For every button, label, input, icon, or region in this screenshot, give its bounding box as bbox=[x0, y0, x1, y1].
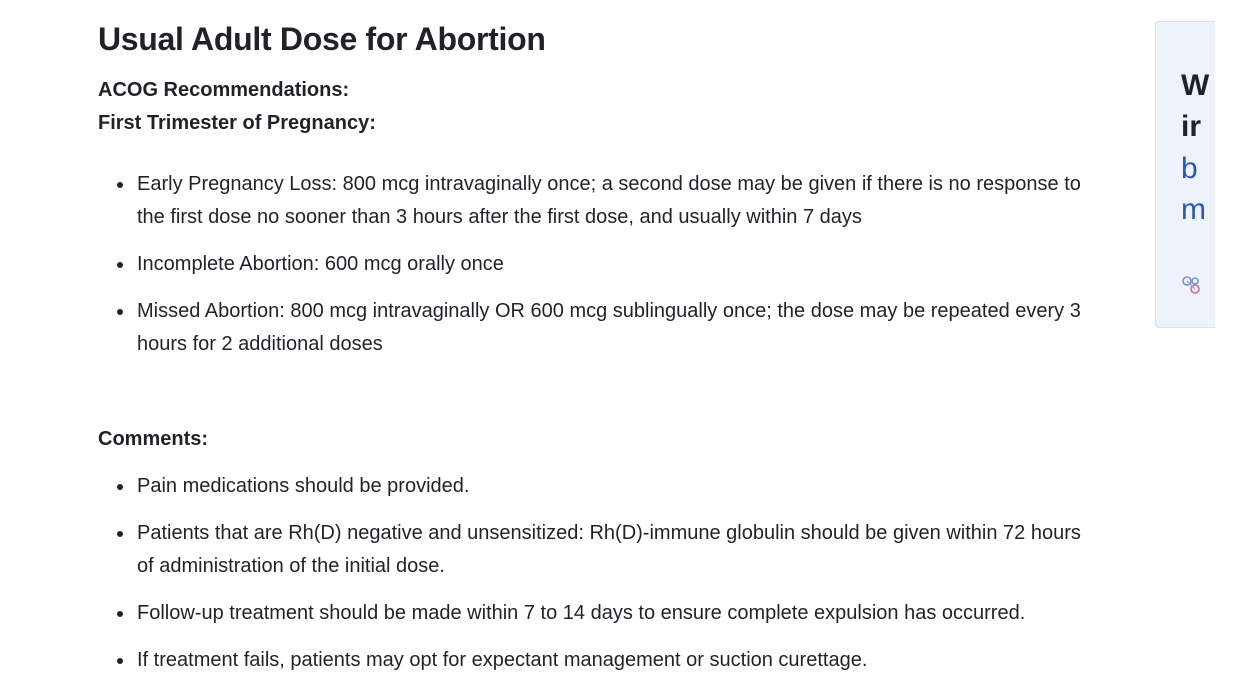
dose-list bbox=[98, 168, 1098, 361]
list-item: Early Pregnancy Loss: 800 mcg intravaginally once; a second dose may be given if there is no response to the first dose no sooner than 3 hours after the first dose, and usually within 7 days bbox=[98, 168, 1098, 234]
card-heading-line: ir bbox=[1181, 110, 1202, 143]
comments-list bbox=[98, 470, 1098, 677]
card-heading-line: W bbox=[1181, 69, 1210, 102]
list-item: Patients that are Rh(D) negative and unsensitized: Rh(D)-immune globulin should be given within 72 hours of administration of the initial dose. bbox=[98, 517, 1098, 583]
list-item: If treatment fails, patients may opt for expectant management or suction curettage. bbox=[98, 644, 1098, 677]
list-item: Pain medications should be provided. bbox=[98, 470, 1098, 503]
sub-label: First Trimester of Pregnancy: bbox=[98, 112, 376, 134]
side-promo-card[interactable] bbox=[1155, 21, 1215, 328]
molecule-icon bbox=[1181, 275, 1201, 295]
list-item: Missed Abortion: 800 mcg intravaginally OR 600 mcg sublingually once; the dose may be repeated every 3 hours for 2 additional doses bbox=[98, 295, 1098, 361]
page-title: Usual Adult Dose for Abortion bbox=[98, 21, 546, 57]
section-label: ACOG Recommendations: bbox=[98, 79, 350, 101]
card-link-line[interactable]: b bbox=[1181, 152, 1198, 185]
card-link-line[interactable]: m bbox=[1181, 193, 1206, 226]
list-item: Incomplete Abortion: 600 mcg orally once bbox=[98, 248, 1098, 281]
comments-label: Comments: bbox=[98, 428, 209, 450]
list-item: Follow-up treatment should be made within 7 to 14 days to ensure complete expulsion has occurred. bbox=[98, 597, 1098, 630]
dosage-content bbox=[98, 18, 1098, 691]
